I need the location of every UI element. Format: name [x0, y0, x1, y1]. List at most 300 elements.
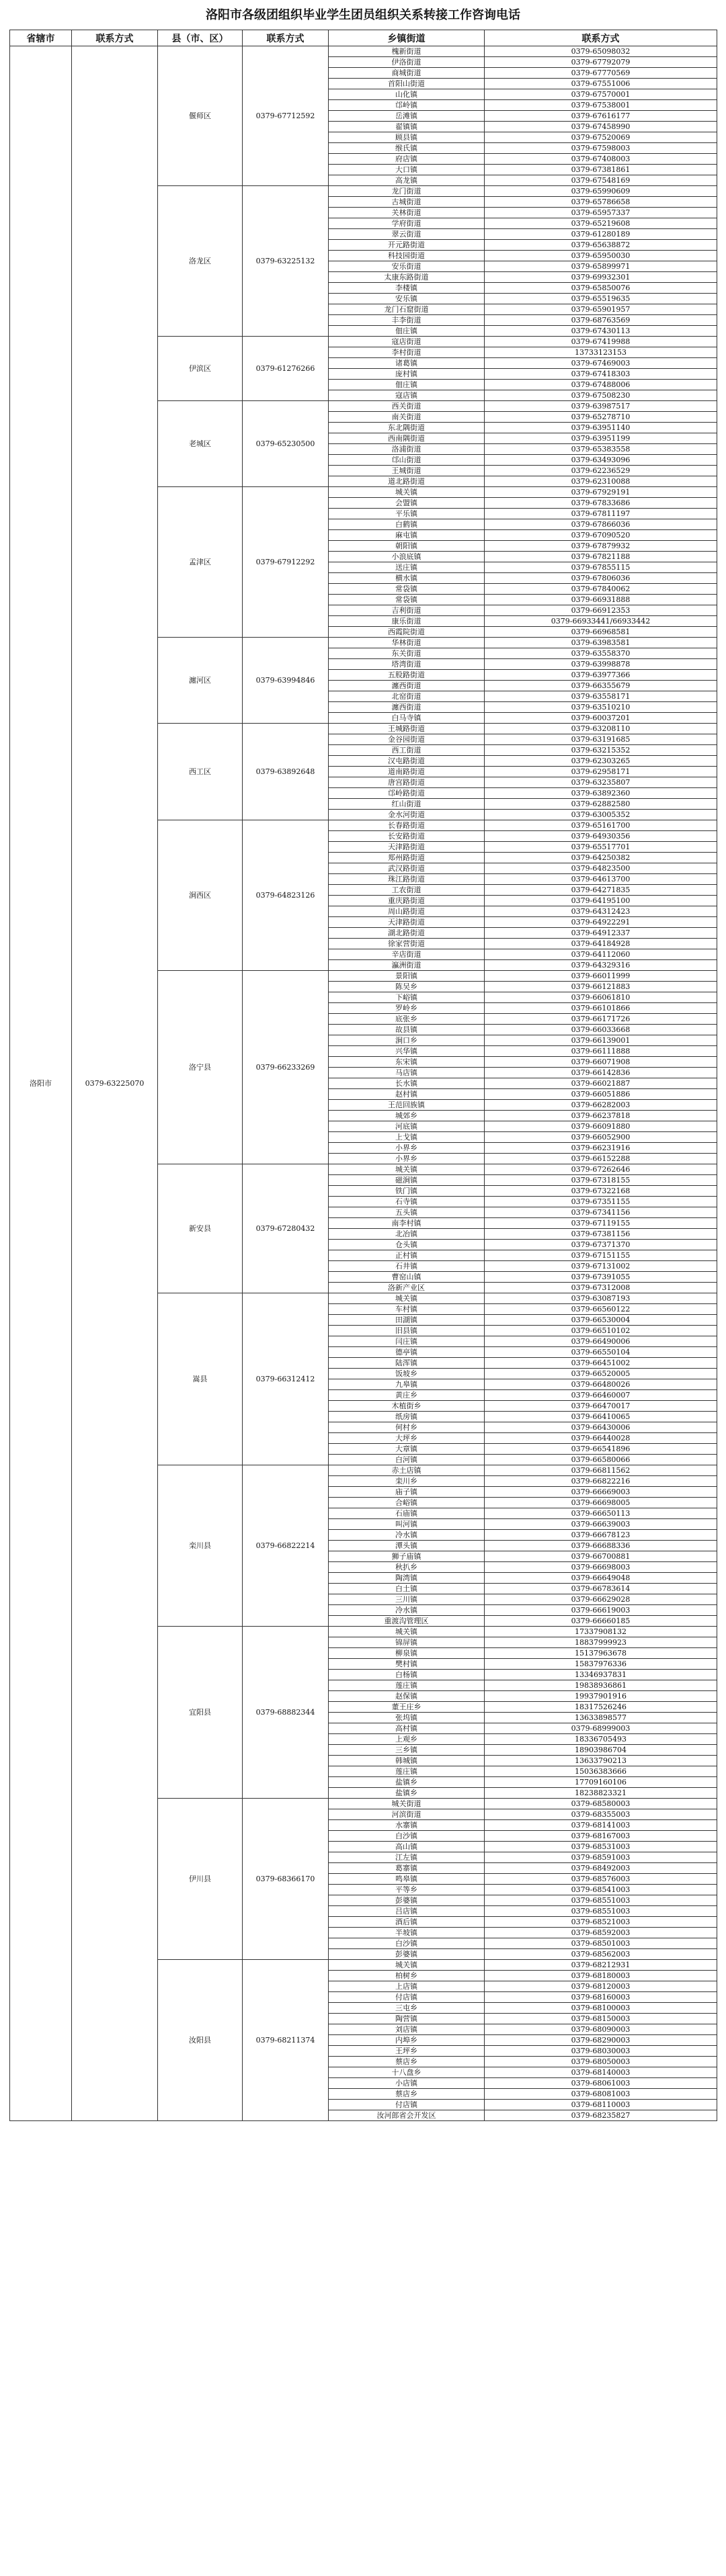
town-name: 德亭镇 [329, 1347, 485, 1358]
town-phone: 0379-67929191 [485, 487, 717, 498]
town-name: 锦屏镇 [329, 1637, 485, 1648]
town-name: 送庄镇 [329, 562, 485, 573]
town-name: 狮子庙镇 [329, 1551, 485, 1562]
town-phone: 0379-67548169 [485, 175, 717, 186]
town-phone: 0379-67570001 [485, 89, 717, 100]
town-name: 王城路街道 [329, 724, 485, 734]
town-name: 东关街道 [329, 648, 485, 659]
town-phone: 0379-66460007 [485, 1390, 717, 1401]
header-county-phone: 联系方式 [243, 30, 329, 46]
town-name: 城郊乡 [329, 1111, 485, 1121]
town-phone: 0379-67770569 [485, 68, 717, 79]
town-name: 庞村镇 [329, 369, 485, 380]
town-name: 府店镇 [329, 154, 485, 165]
town-name: 江左镇 [329, 1852, 485, 1863]
town-phone: 0379-64613700 [485, 874, 717, 885]
town-phone: 0379-63892360 [485, 788, 717, 799]
town-name: 旧县镇 [329, 1326, 485, 1336]
town-phone: 0379-66700881 [485, 1551, 717, 1562]
town-phone: 0379-63558370 [485, 648, 717, 659]
town-name: 陶湾镇 [329, 1573, 485, 1584]
town-name: 张坞镇 [329, 1713, 485, 1723]
town-name: 河底镇 [329, 1121, 485, 1132]
town-name: 龙门街道 [329, 186, 485, 197]
town-name: 邙岭镇 [329, 100, 485, 111]
county-phone: 0379-65230500 [243, 401, 329, 487]
town-name: 周山路街道 [329, 906, 485, 917]
town-phone: 0379-67866036 [485, 519, 717, 530]
town-phone: 0379-66021887 [485, 1078, 717, 1089]
town-name: 高村镇 [329, 1723, 485, 1734]
town-name: 盐镇乡 [329, 1788, 485, 1799]
town-name: 东北隅街道 [329, 423, 485, 433]
town-name: 饭坡乡 [329, 1369, 485, 1379]
town-phone: 0379-66440028 [485, 1433, 717, 1444]
town-name: 蔡店乡 [329, 2089, 485, 2100]
town-phone: 0379-66639003 [485, 1519, 717, 1530]
town-name: 长安路街道 [329, 831, 485, 842]
town-phone: 0379-63191685 [485, 734, 717, 745]
town-phone: 0379-63983581 [485, 638, 717, 648]
county-name: 伊川县 [158, 1799, 243, 1960]
town-name: 付店镇 [329, 2100, 485, 2110]
town-phone: 0379-66822216 [485, 1476, 717, 1487]
town-phone: 0379-66490006 [485, 1336, 717, 1347]
town-name: 瀛洲街道 [329, 960, 485, 971]
town-phone: 0379-66111888 [485, 1046, 717, 1057]
town-name: 山化镇 [329, 89, 485, 100]
town-phone: 0379-67811197 [485, 509, 717, 519]
town-name: 安乐街道 [329, 261, 485, 272]
town-name: 城关镇 [329, 1164, 485, 1175]
county-phone: 0379-67280432 [243, 1164, 329, 1293]
town-name: 安乐镇 [329, 294, 485, 304]
town-phone: 0379-63558171 [485, 691, 717, 702]
town-name: 长水镇 [329, 1078, 485, 1089]
town-name: 白河镇 [329, 1455, 485, 1465]
town-phone: 13346937831 [485, 1670, 717, 1680]
town-name: 道北路街道 [329, 476, 485, 487]
town-name: 关林街道 [329, 208, 485, 218]
town-name: 洛新产业区 [329, 1283, 485, 1293]
town-phone: 18837999923 [485, 1637, 717, 1648]
county-phone: 0379-63225132 [243, 186, 329, 337]
town-name: 李村街道 [329, 347, 485, 358]
town-phone: 0379-67381861 [485, 165, 717, 175]
town-phone: 0379-68355003 [485, 1809, 717, 1820]
county-name: 新安县 [158, 1164, 243, 1293]
town-name: 寇店街道 [329, 337, 485, 347]
town-name: 龙门石窟街道 [329, 304, 485, 315]
town-name: 诸葛镇 [329, 358, 485, 369]
town-name: 正村镇 [329, 1250, 485, 1261]
town-name: 柳泉镇 [329, 1648, 485, 1659]
county-phone: 0379-66822214 [243, 1465, 329, 1627]
town-name: 邙山街道 [329, 455, 485, 466]
town-name: 仓头镇 [329, 1240, 485, 1250]
town-phone: 0379-68110003 [485, 2100, 717, 2110]
town-name: 高龙镇 [329, 175, 485, 186]
town-name: 常袋镇 [329, 595, 485, 605]
town-phone: 0379-66619003 [485, 1605, 717, 1616]
town-name: 东宋镇 [329, 1057, 485, 1068]
town-name: 黄庄乡 [329, 1390, 485, 1401]
town-name: 莲庄镇 [329, 1766, 485, 1777]
town-name: 伊洛街道 [329, 57, 485, 68]
town-phone: 0379-66541896 [485, 1444, 717, 1455]
town-phone: 0379-66530004 [485, 1315, 717, 1326]
town-name: 水寨镇 [329, 1820, 485, 1831]
town-phone: 0379-67792079 [485, 57, 717, 68]
town-phone: 0379-67318155 [485, 1175, 717, 1186]
town-phone: 15036383666 [485, 1766, 717, 1777]
town-name: 古城街道 [329, 197, 485, 208]
county-phone: 0379-64823126 [243, 820, 329, 971]
town-name: 莲庄镇 [329, 1680, 485, 1691]
town-name: 大口镇 [329, 165, 485, 175]
county-phone: 0379-66312412 [243, 1293, 329, 1465]
town-name: 城关街道 [329, 1799, 485, 1809]
town-name: 瀍西街道 [329, 702, 485, 713]
town-name: 会盟镇 [329, 498, 485, 509]
town-phone: 0379-65899971 [485, 261, 717, 272]
town-name: 汝河郎省会开发区 [329, 2110, 485, 2121]
town-name: 赤土店镇 [329, 1465, 485, 1476]
town-phone: 0379-68999003 [485, 1723, 717, 1734]
town-name: 唐宫路街道 [329, 777, 485, 788]
town-phone: 13733123153 [485, 347, 717, 358]
town-phone: 0379-66678123 [485, 1530, 717, 1541]
town-phone: 0379-67341156 [485, 1207, 717, 1218]
town-phone: 0379-64271835 [485, 885, 717, 896]
town-phone: 0379-66011999 [485, 971, 717, 982]
town-name: 平乐镇 [329, 509, 485, 519]
town-name: 佃庄镇 [329, 380, 485, 390]
town-phone: 0379-65901957 [485, 304, 717, 315]
town-phone: 0379-67538001 [485, 100, 717, 111]
town-phone: 0379-66231916 [485, 1143, 717, 1154]
town-name: 西霞院街道 [329, 627, 485, 638]
town-phone: 0379-66649048 [485, 1573, 717, 1584]
town-phone: 0379-64184928 [485, 939, 717, 949]
town-name: 彭婆镇 [329, 1949, 485, 1960]
town-name: 翟镇镇 [329, 122, 485, 132]
town-phone: 0379-66669003 [485, 1487, 717, 1498]
town-phone: 0379-66698003 [485, 1562, 717, 1573]
town-name: 西南隅街道 [329, 433, 485, 444]
town-name: 冷水镇 [329, 1530, 485, 1541]
town-phone: 0379-68290003 [485, 2035, 717, 2046]
town-phone: 0379-66912353 [485, 605, 717, 616]
town-phone: 0379-65278710 [485, 412, 717, 423]
town-name: 白沙镇 [329, 1831, 485, 1842]
town-name: 朝阳镇 [329, 541, 485, 552]
town-phone: 0379-68081003 [485, 2089, 717, 2100]
county-name: 偃师区 [158, 46, 243, 186]
town-phone: 0379-61280189 [485, 229, 717, 240]
town-name: 槐新街道 [329, 46, 485, 57]
county-phone: 0379-68366170 [243, 1799, 329, 1960]
town-phone: 0379-66051886 [485, 1089, 717, 1100]
town-name: 工农街道 [329, 885, 485, 896]
county-name: 伊滨区 [158, 337, 243, 401]
header-city-phone: 联系方式 [72, 30, 158, 46]
town-phone: 0379-68576003 [485, 1874, 717, 1885]
town-name: 小店镇 [329, 2078, 485, 2089]
town-phone: 0379-68180003 [485, 1971, 717, 1981]
county-name: 宜阳县 [158, 1627, 243, 1799]
town-name: 邙岭路街道 [329, 788, 485, 799]
town-name: 吕店镇 [329, 1906, 485, 1917]
town-phone: 17337908132 [485, 1627, 717, 1637]
town-name: 韩城镇 [329, 1756, 485, 1766]
county-name: 嵩县 [158, 1293, 243, 1465]
town-name: 城关镇 [329, 1627, 485, 1637]
town-phone: 0379-67419988 [485, 337, 717, 347]
town-phone: 19937901916 [485, 1691, 717, 1702]
town-phone: 0379-66142836 [485, 1068, 717, 1078]
town-phone: 0379-66560122 [485, 1304, 717, 1315]
town-phone: 0379-63951199 [485, 433, 717, 444]
town-phone: 0379-68501003 [485, 1938, 717, 1949]
town-name: 首阳山街道 [329, 79, 485, 89]
town-phone: 0379-64823500 [485, 863, 717, 874]
town-name: 李楼镇 [329, 283, 485, 294]
town-phone: 0379-64329316 [485, 960, 717, 971]
town-name: 上观乡 [329, 1734, 485, 1745]
town-phone: 0379-66139001 [485, 1035, 717, 1046]
town-phone: 0379-67151155 [485, 1250, 717, 1261]
town-name: 赵保镇 [329, 1691, 485, 1702]
town-name: 石井镇 [329, 1261, 485, 1272]
town-name: 佃庄镇 [329, 326, 485, 337]
town-name: 庙子镇 [329, 1487, 485, 1498]
header-county: 县（市、区） [158, 30, 243, 46]
town-name: 吉利街道 [329, 605, 485, 616]
town-phone: 0379-63005352 [485, 810, 717, 820]
town-phone: 0379-63087193 [485, 1293, 717, 1304]
town-phone: 0379-67879932 [485, 541, 717, 552]
county-name: 西工区 [158, 724, 243, 820]
town-name: 重渡沟管理区 [329, 1616, 485, 1627]
town-name: 栾川乡 [329, 1476, 485, 1487]
town-name: 三川镇 [329, 1594, 485, 1605]
town-phone: 0379-68591003 [485, 1852, 717, 1863]
city-name: 洛阳市 [10, 46, 72, 2121]
town-phone: 19838936861 [485, 1680, 717, 1691]
town-phone: 18336705493 [485, 1734, 717, 1745]
town-phone: 0379-65638872 [485, 240, 717, 251]
town-name: 木植街乡 [329, 1401, 485, 1412]
town-name: 秋扒乡 [329, 1562, 485, 1573]
town-phone: 0379-66811562 [485, 1465, 717, 1476]
town-name: 底张乡 [329, 1014, 485, 1025]
town-phone: 18317526246 [485, 1702, 717, 1713]
header-row [10, 30, 717, 46]
town-phone: 0379-65786658 [485, 197, 717, 208]
town-phone: 0379-62310088 [485, 476, 717, 487]
town-phone: 0379-68160003 [485, 1992, 717, 2003]
town-name: 车村镇 [329, 1304, 485, 1315]
town-name: 常袋镇 [329, 584, 485, 595]
contact-table [9, 30, 717, 2121]
header-town: 乡镇街道 [329, 30, 485, 46]
town-name: 陆浑镇 [329, 1358, 485, 1369]
town-phone: 0379-63235807 [485, 777, 717, 788]
town-phone: 0379-65161700 [485, 820, 717, 831]
town-phone: 0379-64195100 [485, 896, 717, 906]
town-phone: 0379-68090003 [485, 2024, 717, 2035]
town-phone: 0379-68592003 [485, 1928, 717, 1938]
town-name: 西工街道 [329, 745, 485, 756]
town-name: 冷水镇 [329, 1605, 485, 1616]
town-phone: 0379-66355679 [485, 681, 717, 691]
page-title: 洛阳市各级团组织毕业学生团员组织关系转接工作咨询电话 [206, 8, 520, 22]
town-name: 城关镇 [329, 487, 485, 498]
town-name: 五头镇 [329, 1207, 485, 1218]
town-name: 鸣皋镇 [329, 1874, 485, 1885]
town-name: 北冶镇 [329, 1229, 485, 1240]
town-phone: 0379-66033668 [485, 1025, 717, 1035]
town-name: 寇店镇 [329, 390, 485, 401]
town-phone: 0379-68531003 [485, 1842, 717, 1852]
county-name: 汝阳县 [158, 1960, 243, 2121]
header-city: 省辖市 [10, 30, 72, 46]
town-phone: 0379-64922291 [485, 917, 717, 928]
town-name: 郑州路街道 [329, 853, 485, 863]
county-name: 栾川县 [158, 1465, 243, 1627]
town-phone: 0379-66101866 [485, 1003, 717, 1014]
town-name: 商城街道 [329, 68, 485, 79]
county-phone: 0379-66233269 [243, 971, 329, 1164]
town-phone: 0379-67381156 [485, 1229, 717, 1240]
town-name: 城关镇 [329, 1960, 485, 1971]
town-phone: 0379-66121883 [485, 982, 717, 992]
town-phone: 13633898577 [485, 1713, 717, 1723]
town-name: 学府街道 [329, 218, 485, 229]
town-phone: 0379-62236529 [485, 466, 717, 476]
town-phone: 0379-66783614 [485, 1584, 717, 1594]
town-phone: 0379-66968581 [485, 627, 717, 638]
town-phone: 0379-66550104 [485, 1347, 717, 1358]
town-phone: 0379-66650113 [485, 1508, 717, 1519]
town-phone: 0379-66520005 [485, 1369, 717, 1379]
town-phone: 0379-63510210 [485, 702, 717, 713]
town-name: 康乐街道 [329, 616, 485, 627]
town-phone: 0379-68492003 [485, 1863, 717, 1874]
town-phone: 0379-66688336 [485, 1541, 717, 1551]
town-phone: 0379-66282003 [485, 1100, 717, 1111]
town-name: 付店镇 [329, 1992, 485, 2003]
town-phone: 0379-66430006 [485, 1422, 717, 1433]
town-phone: 0379-67806036 [485, 573, 717, 584]
town-phone: 0379-65957337 [485, 208, 717, 218]
town-phone: 0379-67551006 [485, 79, 717, 89]
town-name: 白鹤镇 [329, 519, 485, 530]
town-phone: 0379-63951140 [485, 423, 717, 433]
town-name: 三屯乡 [329, 2003, 485, 2014]
town-phone: 0379-64112060 [485, 949, 717, 960]
town-phone: 0379-68050003 [485, 2057, 717, 2067]
town-phone: 0379-66410065 [485, 1412, 717, 1422]
town-name: 三乡镇 [329, 1745, 485, 1756]
town-name: 故县镇 [329, 1025, 485, 1035]
town-phone: 0379-64912337 [485, 928, 717, 939]
town-phone: 0379-65850076 [485, 283, 717, 294]
county-phone: 0379-61276266 [243, 337, 329, 401]
town-name: 五股路街道 [329, 670, 485, 681]
town-phone: 0379-67520069 [485, 132, 717, 143]
town-name: 麻屯镇 [329, 530, 485, 541]
town-name: 重庆路街道 [329, 896, 485, 906]
town-phone: 0379-66451002 [485, 1358, 717, 1369]
town-name: 内埠乡 [329, 2035, 485, 2046]
town-name: 徐家营街道 [329, 939, 485, 949]
town-phone: 0379-67855115 [485, 562, 717, 573]
town-name: 十八盘乡 [329, 2067, 485, 2078]
town-name: 金谷园街道 [329, 734, 485, 745]
town-name: 道南路街道 [329, 767, 485, 777]
town-name: 汉屯路街道 [329, 756, 485, 767]
town-phone: 0379-67090520 [485, 530, 717, 541]
town-phone: 0379-67821188 [485, 552, 717, 562]
town-name: 红山街道 [329, 799, 485, 810]
town-name: 陶营镇 [329, 2014, 485, 2024]
town-name: 小界乡 [329, 1154, 485, 1164]
town-phone: 0379-68141003 [485, 1820, 717, 1831]
town-phone: 0379-67430113 [485, 326, 717, 337]
town-phone: 0379-60037201 [485, 713, 717, 724]
town-phone: 0379-67508230 [485, 390, 717, 401]
town-phone: 0379-67351155 [485, 1197, 717, 1207]
town-phone: 0379-67371370 [485, 1240, 717, 1250]
town-phone: 0379-68100003 [485, 2003, 717, 2014]
town-name: 长春路街道 [329, 820, 485, 831]
town-name: 白杨镇 [329, 1670, 485, 1680]
town-name: 王范回族镇 [329, 1100, 485, 1111]
town-name: 大坪乡 [329, 1433, 485, 1444]
town-name: 王城街道 [329, 466, 485, 476]
town-name: 葛寨镇 [329, 1863, 485, 1874]
town-phone: 0379-68030003 [485, 2046, 717, 2057]
town-name: 罗岭乡 [329, 1003, 485, 1014]
town-phone: 0379-64250382 [485, 853, 717, 863]
town-name: 珠江路街道 [329, 874, 485, 885]
town-phone: 0379-64312423 [485, 906, 717, 917]
town-phone: 0379-66580066 [485, 1455, 717, 1465]
town-phone: 0379-63987517 [485, 401, 717, 412]
town-name: 柏树乡 [329, 1971, 485, 1981]
town-phone: 0379-65517701 [485, 842, 717, 853]
town-phone: 0379-63215352 [485, 745, 717, 756]
town-phone: 18903986704 [485, 1745, 717, 1756]
town-name: 西关街道 [329, 401, 485, 412]
town-name: 横水镇 [329, 573, 485, 584]
town-name: 武汉路街道 [329, 863, 485, 874]
town-phone: 0379-66152288 [485, 1154, 717, 1164]
town-name: 下峪镇 [329, 992, 485, 1003]
town-name: 酒后镇 [329, 1917, 485, 1928]
town-phone: 0379-63493096 [485, 455, 717, 466]
county-phone: 0379-63994846 [243, 638, 329, 724]
town-phone: 0379-65383558 [485, 444, 717, 455]
town-phone: 0379-66933441/66933442 [485, 616, 717, 627]
town-phone: 0379-63998878 [485, 659, 717, 670]
county-name: 老城区 [158, 401, 243, 487]
town-name: 叫河镇 [329, 1519, 485, 1530]
town-name: 缑氏镇 [329, 143, 485, 154]
town-name: 石庙镇 [329, 1508, 485, 1519]
